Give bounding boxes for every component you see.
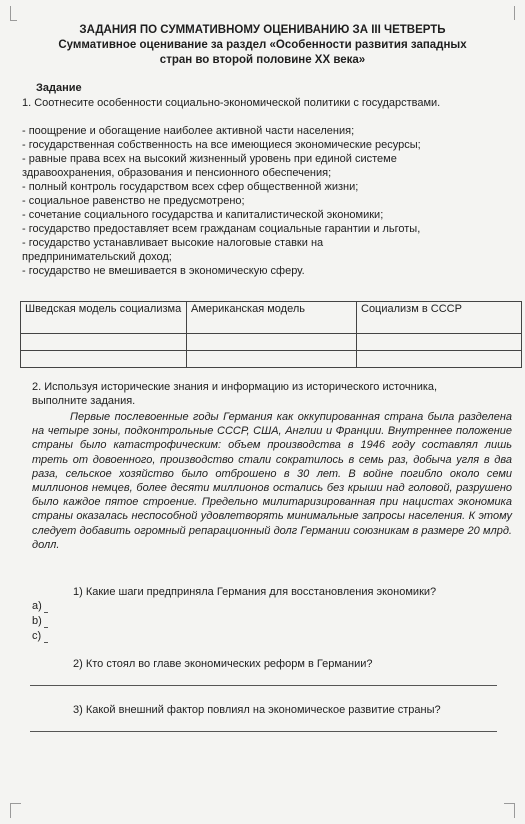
task-label: Задание xyxy=(36,82,82,94)
task1-item: - сочетание социального государства и капиталистической экономики; xyxy=(22,209,384,221)
task2-prompt-line1: 2. Используя исторические знания и информацию из исторического источника, xyxy=(32,381,438,393)
task1-prompt: 1. Соотнесите особенности социально-экономической политики с государствами. xyxy=(22,97,441,109)
crop-mark-bottom-right xyxy=(504,803,515,818)
task1-item: - полный контроль государством всех сфер общественной жизни; xyxy=(22,181,359,193)
crop-mark-top-left xyxy=(10,6,17,21)
answer-label-b: b) xyxy=(32,615,42,627)
answer-cell[interactable] xyxy=(21,351,187,368)
question-1: 1) Какие шаги предприняла Германия для восстановления экономики? xyxy=(73,586,437,598)
table-row xyxy=(21,334,522,351)
answer-cell[interactable] xyxy=(21,334,187,351)
table-header-ussr: Социализм в СССР xyxy=(357,302,522,334)
task1-item: - государство устанавливает высокие налоговые ставки на xyxy=(22,237,324,249)
question-3: 3) Какой внешний фактор повлиял на экономическое развитие страны? xyxy=(73,704,441,716)
historical-source-text: Первые послевоенные годы Германия как оккупированная страна была разделена на четыре зоны, подконтрольные СССР, США, Англии и Франции. Внутреннее положение страны было катастрофическим: объем производства в 1946 году составлял лишь треть от довоенного, производство стали сократилось в семь раз, добыча угля в два раза, сельское хозяйство было отброшено в 30 лет. В войне погибло около семи миллионов немцев, более десяти миллионов остались без крыши над головой, разрушено было каждое пятое строение. Предельно милитаризированная при нацистах экономика страны оказалась неспособной удовлетворять минимальные запросы населения. К этому следует добавить огромный репарационный долг Германии союзникам в размере 20 млрд. долл. xyxy=(32,411,512,551)
task1-item: - государство не вмешивается в экономическую сферу. xyxy=(22,265,305,277)
task1-item: предпринимательский доход; xyxy=(22,251,172,263)
crop-mark-bottom-left xyxy=(10,803,21,818)
task1-item: - равные права всех на высокий жизненный уровень при единой системе xyxy=(22,153,397,165)
matching-table xyxy=(20,301,522,368)
answer-line-q2[interactable] xyxy=(30,685,497,686)
task1-item: здравоохранения, образования и пенсионного обеспечения; xyxy=(22,167,332,179)
answer-cell[interactable] xyxy=(187,334,357,351)
answer-cell[interactable] xyxy=(357,334,522,351)
task1-item: - государственная собственность на все имеющиеся экономические ресурсы; xyxy=(22,139,421,151)
answer-line-a[interactable] xyxy=(44,612,48,613)
task2-prompt-line2: выполните задания. xyxy=(32,395,136,407)
table-header-usa: Американская модель xyxy=(187,302,357,334)
page-subtitle-line1: Суммативное оценивание за раздел «Особенности развития западных xyxy=(58,39,467,51)
table-row xyxy=(21,351,522,368)
answer-label-a: a) xyxy=(32,600,42,612)
task1-item: - государство предоставляет всем гражданам социальные гарантии и льготы, xyxy=(22,223,421,235)
page-subtitle-line2: стран во второй половине XX века» xyxy=(159,54,366,66)
answer-line-b[interactable] xyxy=(44,627,48,628)
question-2: 2) Кто стоял во главе экономических реформ в Германии? xyxy=(73,658,373,670)
answer-line-q3[interactable] xyxy=(30,731,497,732)
page-title: ЗАДАНИЯ ПО СУММАТИВНОМУ ОЦЕНИВАНИЮ ЗА III ЧЕТВЕРТЬ xyxy=(79,24,446,36)
answer-cell[interactable] xyxy=(357,351,522,368)
answer-label-c: c) xyxy=(32,630,42,642)
answer-line-c[interactable] xyxy=(44,642,48,643)
crop-mark-top-right xyxy=(508,6,515,20)
task1-item: - поощрение и обогащение наиболее активной части населения; xyxy=(22,125,355,137)
task1-item: - социальное равенство не предусмотрено; xyxy=(22,195,245,207)
table-header-sweden: Шведская модель социализма xyxy=(21,302,187,334)
answer-cell[interactable] xyxy=(187,351,357,368)
